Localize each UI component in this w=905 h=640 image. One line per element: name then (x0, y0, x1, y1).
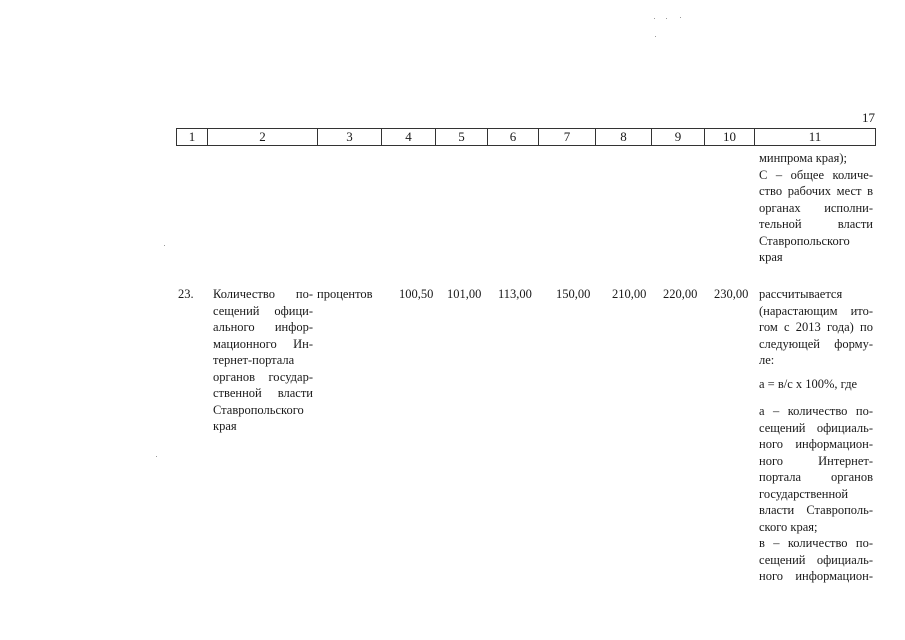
header-col-1: 1 (176, 129, 207, 145)
text-line: ного информацион- (759, 437, 873, 451)
text-line: Ставропольского (759, 233, 850, 248)
text-line: органах исполни- (759, 200, 873, 215)
header-col-4: 4 (381, 129, 435, 145)
text-line: мационного Ин- (213, 336, 313, 351)
value-col-5: 101,00 (447, 287, 482, 301)
value-col-10: 230,00 (714, 287, 749, 301)
text-line: края (213, 419, 237, 433)
scan-speck (666, 18, 667, 19)
formula: a = в/с x 100%, где (759, 377, 858, 391)
value-col-9: 220,00 (663, 287, 698, 301)
header-col-10: 10 (704, 129, 754, 145)
value-col-7: 150,00 (556, 287, 591, 301)
text-line: Количество по- (213, 287, 313, 301)
text-line: рассчитывается (759, 287, 843, 301)
scan-speck (680, 17, 681, 18)
text-line: ского края; (759, 519, 818, 534)
indicator-name (213, 286, 313, 435)
value-col-6: 113,00 (498, 287, 532, 301)
text-line: сещений официаль- (759, 420, 873, 435)
text-line: ственной власти (213, 386, 313, 400)
header-col-6: 6 (487, 129, 538, 145)
text-line: власти Ставрополь- (759, 503, 873, 517)
header-col-9: 9 (651, 129, 704, 145)
unit-of-measure: процентов (317, 287, 373, 301)
text-line: ле: (759, 353, 775, 367)
text-line: края (759, 250, 783, 264)
header-col-5: 5 (435, 129, 487, 145)
scan-speck (655, 36, 656, 37)
value-col-8: 210,00 (612, 287, 647, 301)
text-line: тельной власти (759, 217, 873, 231)
header-col-2: 2 (207, 129, 317, 145)
continuation-col11-text (759, 150, 873, 266)
text-line: ального инфор- (213, 320, 313, 334)
column-number-header (176, 128, 876, 146)
text-line: сещений офици- (213, 303, 313, 318)
scan-speck (156, 456, 157, 457)
text-line: гом с 2013 года) по (759, 320, 873, 334)
text-line: ство рабочих мест в (759, 184, 873, 198)
text-line: а – количество по- (759, 404, 873, 418)
scan-speck (654, 18, 655, 19)
text-line: Ставропольского (213, 402, 304, 417)
text-line: в – количество по- (759, 536, 873, 550)
page-number: 17 (862, 110, 875, 125)
calculation-method-part-b (759, 403, 873, 585)
header-col-8: 8 (595, 129, 651, 145)
header-col-11: 11 (754, 129, 876, 145)
text-line: минпрома края); (759, 151, 847, 165)
text-line: сещений официаль- (759, 552, 873, 567)
text-line: следующей форму- (759, 336, 873, 351)
text-line: С – общее количе- (759, 167, 873, 182)
row-number: 23. (178, 287, 194, 301)
text-line: тернет-портала (213, 353, 295, 367)
header-col-7: 7 (538, 129, 595, 145)
calculation-method-part-a (759, 286, 873, 369)
text-line: органов государ- (213, 369, 313, 384)
text-line: ного информацион- (759, 569, 873, 583)
scan-speck (164, 245, 165, 246)
text-line: ного Интернет- (759, 453, 873, 468)
text-line: портала органов (759, 470, 873, 484)
header-col-3: 3 (317, 129, 381, 145)
text-line: государственной (759, 486, 849, 501)
text-line: (нарастающим ито- (759, 303, 873, 318)
value-col-4: 100,50 (399, 287, 434, 301)
